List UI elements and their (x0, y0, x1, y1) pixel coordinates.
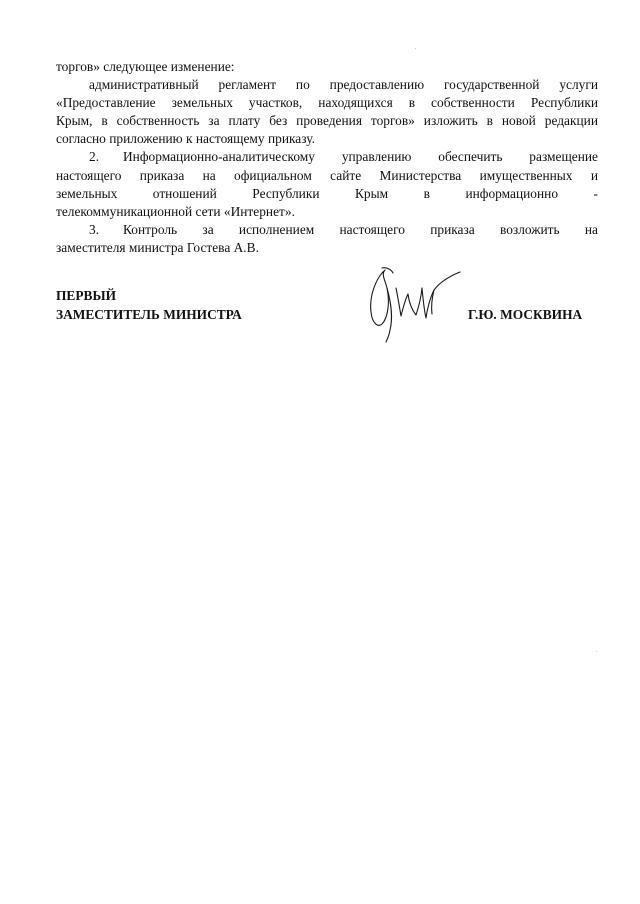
body-line: заместителя министра Гостева А.В. (56, 239, 259, 255)
body-line: земельных отношений Республики Крым в информационно - (56, 185, 598, 201)
signatory-title (56, 286, 242, 324)
paragraph-number: 3. (89, 221, 100, 237)
signatory-name: Г.Ю. МОСКВИНА (468, 307, 583, 322)
paragraph-3-first-line (56, 221, 598, 239)
body-line: согласно приложению к настоящему приказу. (56, 131, 315, 147)
body-line: Контроль за исполнением настоящего приказа возложить на (123, 221, 598, 237)
paragraph-2-first-line (56, 148, 598, 166)
signatory-title-line: ПЕРВЫЙ (56, 288, 117, 303)
scan-speck (415, 48, 416, 49)
scan-speck (596, 651, 597, 652)
body-line: торгов» следующее изменение: (56, 59, 235, 74)
signatory-title-line: ЗАМЕСТИТЕЛЬ МИНИСТРА (56, 307, 242, 322)
body-line: настоящего приказа на официальном сайте Министерства имущественных и (56, 167, 598, 183)
body-line: «Предоставление земельных участков, находящихся в собственности Республики (56, 95, 598, 111)
handwritten-signature-icon (360, 258, 470, 344)
body-line: Крым, в собственность за плату без проведения торгов» изложить в новой редакции (56, 113, 598, 129)
body-line: Информационно-аналитическому управлению обеспечить размещение (123, 149, 598, 165)
paragraph-number: 2. (89, 149, 100, 165)
body-line: административный регламент по предоставлению государственной услуги (89, 77, 598, 93)
document-body (56, 58, 598, 257)
body-line: телекоммуникационной сети «Интернет». (56, 203, 295, 219)
